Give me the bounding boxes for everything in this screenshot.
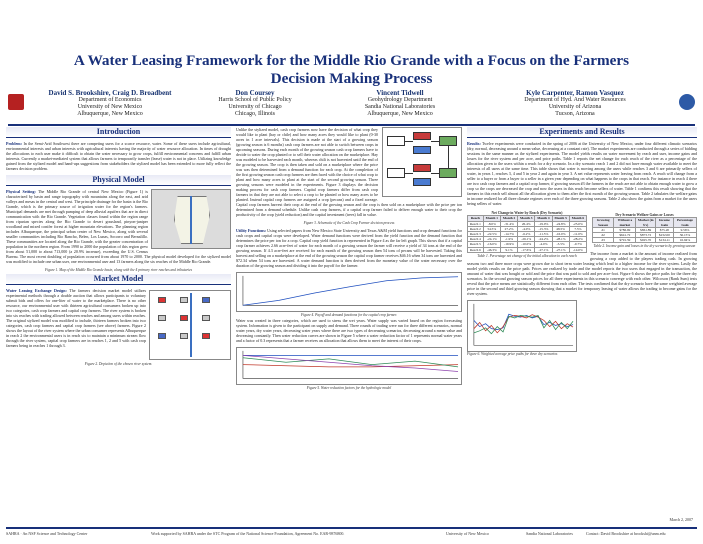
figure-4-payoff-charts bbox=[236, 272, 462, 312]
table-cell: Reach 1 bbox=[468, 221, 484, 226]
table-cell: -14.7% bbox=[500, 232, 517, 237]
table-cell: $134.11 bbox=[655, 238, 673, 243]
author-1 bbox=[30, 90, 190, 118]
chart-axis bbox=[243, 351, 458, 378]
table-cell: -16.0% bbox=[483, 242, 500, 247]
figure-3-caption: Figure 3. Schematic of the Cash Crop Farmer decision process bbox=[303, 221, 395, 225]
figure-2-caption: Figure 2. Depiction of the chosen river system. bbox=[84, 362, 153, 367]
schematic-box bbox=[387, 168, 405, 178]
network-node bbox=[158, 297, 166, 303]
middle-paragraph-1: Unlike the stylized model, cash crop farmers now have the decision of what crop they would like to plant (hay or chile) and how many acres they would like to plant (0-30 acres in 1 acre intervals). This decision is made at the start of a growing season (growing season is 6 months) cash crop farmers are not able to switch between crops in upcoming seasons. During each month of the growing season cash crop farmers have to decide to water the crop planted or to sell their water allocation on the marketplace. Hay was modeled to be harvested each month, whereas chili is not harvested until the end of the growing season. The crop is then taken and sold on a marketplace where the price was was then determined from a demand function for each crop. At the completion of the first growing season cash crop farmers are then faced with the choice of what crop to plant and how many acres to plant at the start of the second growing season. Three growing seasons were modeled in the experiments. Figure 3 displays the decision making process for cash crop farmers. Capital crop farmers differ from cash crop farmers in that they are not able to select a crop to be planted or how many acres to be planted. Instead capital crop farmers are assigned a crop (pecans) and a fixed acreage. Capital crop farmers harvest their crop at the end of the growing season and the crop is then sold on a marketplace with the price per ton determined from a demand schedule. Unlike cash crop farmers, if a capital crop farmer failed to deliver enough water to their crop the productivity of the crop (yield reduction) and the capital investment (trees) fall in value. bbox=[236, 127, 462, 217]
table-cell: -15.3% bbox=[535, 226, 552, 231]
network-node bbox=[180, 297, 188, 303]
table-cell: -27.1% bbox=[535, 247, 552, 252]
network-node bbox=[158, 315, 166, 321]
table-row bbox=[593, 238, 697, 243]
table-cell: -24.2% bbox=[535, 237, 552, 242]
section-title-introduction: Introduction bbox=[6, 127, 231, 138]
reduction-chart bbox=[237, 348, 461, 384]
basin-map-shape bbox=[174, 196, 210, 244]
table-cell: 9.1% bbox=[500, 247, 517, 252]
table-cell: 36.15% bbox=[673, 233, 696, 238]
table-cell: Reach 5 bbox=[468, 242, 484, 247]
schematic-box bbox=[413, 146, 431, 154]
footer-sahra: SAHRA · An NSF Science and Technology Center bbox=[6, 531, 88, 536]
table-header-cell: Month 5 bbox=[552, 216, 569, 221]
schematic-box bbox=[413, 178, 431, 186]
table-cell: 48.5% bbox=[552, 226, 569, 231]
schematic-arrow bbox=[448, 146, 449, 168]
section-title-experiments: Experiments and Results bbox=[467, 127, 697, 138]
column-middle bbox=[236, 127, 462, 507]
author-name: Kyle Carpenter, Ramon Vasquez bbox=[526, 89, 624, 97]
rio-grande-line bbox=[190, 196, 192, 244]
results-paragraph-2: The income from a market is the amount of income realized from growing a crop added to the players trading cash. In growing seasons two and three more crops were grown due to short term water leasing which lead to a higher income for the river system. Lastly the model yields results on the price path. Prices are realized by trade and the model reports the two users that engaged in the transaction, the amount of water that was bought or sold and the price that was paid to sold and per acre-foot. Figure 6 shows the price paths for the three dry scenarios. In the second growing season prices for all three experiments in this scenario converge with each other. Wilcoxon (Rank Sum) tests reveal that the price means are statistically different from each other. The tests confirmed that the dry scenario have the same weighted average price in the second and third growing season showing that a market for temporary leasing of water allows the trading to become gains for the river system. bbox=[467, 250, 697, 296]
author-name: Don Coursey bbox=[235, 89, 275, 97]
series-line bbox=[243, 355, 458, 371]
market-lead: Water Leasing Exchange Design: bbox=[6, 288, 67, 294]
figure-5-caption: Figure 5. Water reduction factors for the hydrologic model bbox=[306, 385, 392, 390]
author-institution: Sandia National Laboratories bbox=[364, 104, 436, 110]
table-cell: $925.70 bbox=[636, 238, 655, 243]
table-cell: #1 bbox=[593, 227, 614, 232]
table-header-cell: Market (in $'s) bbox=[637, 218, 654, 227]
table-1 bbox=[467, 215, 587, 252]
figure-6-caption: Figure 6. Weighted average price paths for three dry scenarios bbox=[467, 351, 558, 356]
author-3 bbox=[330, 90, 470, 118]
author-city: Chicago, Illinois bbox=[235, 111, 275, 117]
results-text: Twelve experiments were conducted in the spring of 2006 at the University of New Mexico, under four different climatic scenarios (dry, normal, decreasing around a mean value, decreasing at a constant rate). The market experiments are conducted through a series of bidding sessions in the same manner as the stylized experiments. The model yields results on water movement by reach and user, income gains and losses for the river system and per acre, and price paths. Table 1 reports the net change for each reach of the river as a percentage of the allocation given to the users within a reach for a dry scenario. In a dry scenario reach 1 and 2 did not have enough water available to meet the interests of all users at the same time. This table shows that water is moving among the users while reaches 3 and 6 are primarily sellers of water, in years 1, reaches 3, 4 and 5 in year 2 and again in year 3. A net value represents water leaving from reach. A reach will change from a seller to a buyer or from a buyer to a seller in a given year depending on what happens to the crops in that reach. For instance in reach 4 there are two cash crop farmers and a capital crop farmer, if growing season #3 the farmers in the reach are not able to obtain enough water to grow a crop so the crops are decreased the crop and now the users in this reach become sellers of water. Table 1 confirms this result showing that the farmers in this reach sell almost all the allocation given to them after the first month of the growing season. Table 2 tabulates the welfare gains in income realized for all three climate regimes over each of the three growing seasons. Table 2 also show the gains from a market for the users being sellers of water. bbox=[467, 141, 697, 206]
table-cell: -8.0% bbox=[483, 221, 500, 226]
schematic-box bbox=[413, 164, 431, 172]
author-institution: University of Chicago bbox=[228, 104, 282, 110]
network-node bbox=[202, 315, 210, 321]
table-cell: -27.1% bbox=[552, 247, 569, 252]
table-2-block bbox=[592, 212, 697, 249]
physical-text: The Middle Rio Grande of central New Mexico (Figure 1) is characterized by basin and range topography with mountains along the east, and arid valleys and mesas in the central and west. The principle drainage for the basin is the Rio Grande, which is the primary source of irrigation water for the region's farmers. Municipal demands are met through pumping of deep alluvial aquifers that are in direct communication with the Rio Grande. Vegetation classes found within the region range from riparian species along the Rio Grande to desert grassland, pinyon-juniper woodland and mixed conifer forest at higher mountain elevations. The planning region includes Albuquerque, the principal urban center of New Mexico, along with several smaller communities including Rio Rancho, Belen, Los Lunas, Socorro and Bernalillo. These communities are located along the Rio Grande, with the greater concentration of population in the northern region. From 1990 to 2000 the population of this region grew from about 51,000 to about 713,000 (a 20.9% increase), exceeding the U.S. Census Bureau. The most recent doubling of population occurred from about 1970 to 2000. The physical model developed for the stylized model was modified to include one urban user, one environmental user and 13 farmers along the six reaches of the Middle Rio Grande. bbox=[6, 189, 231, 264]
table-2-caption: Table 2. Income gain and losses in the dry scenario by growing season bbox=[593, 244, 696, 249]
table-cell: $791.59 bbox=[614, 238, 636, 243]
table-header-cell: Month 2 bbox=[500, 216, 517, 221]
results-paragraph bbox=[467, 141, 697, 206]
table-cell: #2 bbox=[593, 233, 614, 238]
table-header-cell: Month 3 bbox=[518, 216, 535, 221]
table-header-cell: Income Gain bbox=[655, 218, 673, 227]
table-row bbox=[468, 247, 587, 252]
author-affiliation: Department of Hyd. And Water Resources bbox=[524, 97, 626, 103]
table-cell: -1.9% bbox=[500, 237, 517, 242]
table-cell: 16.94% bbox=[673, 238, 696, 243]
water-paragraph: Water was created in three categories, which are used to stress the wet years. Water supply was varied based on the region forecasting system. Information is given to the participant on supply and demand. Three rounds of trading were run for three different scenarios, normal water years, dry water years, decreasing water years where there are two types of decreasing scenarios, decreasing around a mean value and decreasing constantly. Then water reduction curves are shown in Figure 5 where a water reduction factor of 1 represents normal water years and a factor of 0.3 represents that a farmer receives an allocation that allows them to meet the interest of their crops. bbox=[236, 317, 462, 343]
series-line bbox=[474, 314, 573, 329]
network-node bbox=[202, 333, 210, 339]
column-right bbox=[467, 127, 697, 507]
table-cell: -6.2% bbox=[518, 232, 535, 237]
figure-1-map bbox=[151, 189, 231, 249]
author-city: Albuquerque, New Mexico bbox=[367, 111, 433, 117]
schematic-box bbox=[413, 132, 431, 140]
table-cell: #3 bbox=[593, 238, 614, 243]
table-2 bbox=[592, 217, 697, 243]
table-cell: -24.8% bbox=[552, 221, 569, 226]
table-cell: $641.72 bbox=[614, 233, 636, 238]
yield-chart bbox=[237, 273, 461, 311]
table-cell: $873.72 bbox=[636, 233, 655, 238]
table-header-cell: Month 6 bbox=[569, 216, 586, 221]
table-cell: -4.0% bbox=[535, 242, 552, 247]
header-rule bbox=[8, 124, 695, 126]
table-cell: $232.00 bbox=[655, 233, 673, 238]
figure-5-reduction-chart bbox=[236, 347, 462, 385]
table-cell: -25.0% bbox=[569, 221, 586, 226]
figure-4-caption: Figure 4. Payoff and demand functions for the capital crop farmer. bbox=[301, 313, 397, 318]
figure-3-schematic bbox=[382, 127, 462, 197]
table-cell: -28.2% bbox=[569, 237, 586, 242]
network-node bbox=[158, 333, 166, 339]
table-cell: Reach 3 bbox=[468, 232, 484, 237]
table-cell: $861.89 bbox=[636, 227, 655, 232]
table-cell: -14.0% bbox=[569, 247, 586, 252]
table-cell: -17.6% bbox=[518, 247, 535, 252]
market-text: The farmers decision market model utilizes experimental methods through a double auction that allows participants to voluntary submit bids and offers for one-liter of water to the marketplace. There is no other resource, our environmental user with thirteen agricultural consumers broken up into two categories, cash crop farmers and capital crop farmers. The river system is broken into six reaches with trading allowed between reaches and among users within reaches. The original stylized model was modified to include, thirteen farmers broken into two categories, cash crop farmers and capital crop farmers (see above) farmers. Figure 2 shows the layout of the river system where the urban consumer represents Albuquerque in reach 2 the environmental users is in reach six to maintain a minimum stream flow through the river system, capital crop farmers are in reaches 1, 2 and 5 with cash crop farmers being in reaches 1 through 3. bbox=[6, 288, 146, 349]
figure-1-caption: Figure 1. Map of the Middle Rio Grande basin, along with the 4 primary river reaches and tributaries bbox=[45, 268, 192, 272]
table-cell: -46.3% bbox=[483, 247, 500, 252]
footer-funding: Work supported by SAHRA under the STC Program of the National Science Foundation, Agreement No. EAR-9876800. bbox=[151, 531, 345, 536]
table-1-title: Net Change in Water by Reach (Dry Scenario) bbox=[491, 211, 563, 215]
schematic-arrow bbox=[431, 173, 439, 174]
table-header-cell: Growing Season bbox=[593, 218, 614, 227]
utility-lead: Utility Functions: bbox=[236, 228, 267, 234]
table-header-cell: Reach bbox=[468, 216, 484, 221]
table-cell: -0.7% bbox=[569, 242, 586, 247]
table-cell: -26.1% bbox=[518, 237, 535, 242]
author-name: David S. Brookshire, Craig D. Broadbent bbox=[48, 89, 172, 97]
intro-paragraph bbox=[6, 141, 231, 171]
footer-contact: Contact: David Brookshire at brookshi@unm.edu bbox=[586, 531, 666, 536]
intro-lead: Problem: bbox=[6, 141, 22, 146]
author-4 bbox=[490, 90, 660, 118]
author-affiliation: Department of Economics bbox=[78, 97, 142, 103]
intro-text: In the Semi-Arid Southwest there are competing users for a scarce resource, water. Some of these users include agricultural, environmental interests and urban interests with agricultural interests having the majority of water resource allocation. In times of drought the allocations to each user make it difficult to obtain the water necessary to grow crops, fulfill environmental concerns and fulfill urban interests. Currently a market-mediated system that allows farmers to temporarily transfer (lease) water is not in place. Utilizing knowledge gained from the stylized model and hand-ups suggestions from stakeholders the stylized model has been extended to more fully reflect the farmers decision problem. bbox=[6, 141, 231, 171]
series-line bbox=[474, 314, 573, 332]
table-cell: -24.1% bbox=[483, 237, 500, 242]
figure-6-price-chart bbox=[467, 300, 577, 352]
utility-paragraph bbox=[236, 228, 462, 268]
schematic-arrow bbox=[405, 173, 413, 174]
author-city: Albuquerque, New Mexico bbox=[77, 111, 143, 117]
schematic-box bbox=[387, 136, 405, 146]
table-cell: 27.2% bbox=[500, 226, 517, 231]
table-cell: -28.1% bbox=[552, 237, 569, 242]
table-cell: -31.4% bbox=[500, 221, 517, 226]
footer bbox=[6, 527, 697, 539]
title-line-2: Decision Making Process bbox=[270, 70, 433, 87]
network-node bbox=[180, 315, 188, 321]
table-cell: $786.69 bbox=[614, 227, 636, 232]
table-cell: -16.0% bbox=[552, 232, 569, 237]
table-header-cell: Without a market bbox=[614, 218, 636, 227]
section-title-market-model: Market Model bbox=[6, 274, 231, 285]
poster-title bbox=[20, 52, 683, 88]
footer-sandia: Sandia National Laboratories bbox=[526, 531, 573, 536]
section-title-physical-model: Physical Model bbox=[6, 175, 231, 186]
series-line bbox=[243, 277, 458, 306]
table-cell: 7.5% bbox=[569, 226, 586, 231]
network-node bbox=[180, 333, 188, 339]
utility-text: Using selected papers from New Mexico State University and Texas A&M yield functions and crop demand functions for cash crops and capital crops were developed. Water demand functions were derived from the yield function and the demand function that determines the price per ton for a crop. Capital crop yield function is represented in Figure 4 as the far left graph. This shows that if a capital crop farmer achieves 2.66 acre-feet of water for each month of a growing season the farmer will receive a yield of 34 tons at the end of the growing season. If 4.3 acre-feet are received for each month of the growing season then 54 tons of pecans will be harvested. Taking this harvest and selling on a marketplace at the end of the growing season the capital crop farmer receives $46.16 when 34 tons are harvested and $72.34 when 54 tons are harvested. A water demand function is then derived from the monetary value of the water necessary over the duration of the growing season and dividing it into the payoff for the farmer. bbox=[236, 228, 462, 269]
table-header-cell: Month 1 bbox=[483, 216, 500, 221]
schematic-box bbox=[439, 168, 457, 178]
schematic-arrow bbox=[431, 141, 439, 142]
table-1-caption: Table 1. Percentage net change of the initial allocation to each reach bbox=[477, 253, 577, 258]
author-institution: University of Arizona bbox=[548, 104, 602, 110]
network-node bbox=[202, 297, 210, 303]
date-stamp: March 2, 2007 bbox=[669, 517, 693, 522]
table-cell: -4.0% bbox=[518, 226, 535, 231]
author-institution: University of New Mexico bbox=[77, 104, 143, 110]
title-line-1: A Water Leasing Framework for the Middle Rio Grande with a Focus on the Farmers bbox=[73, 52, 630, 69]
table-cell: Reach 2 bbox=[468, 226, 484, 231]
table-cell: -3.5% bbox=[552, 242, 569, 247]
table-cell: $75.20 bbox=[655, 227, 673, 232]
table-cell: 9.56% bbox=[673, 227, 696, 232]
table-2-title: Dry Scenario Welfare Gains or Losses bbox=[615, 213, 674, 217]
results-lead: Results: bbox=[467, 141, 481, 146]
schematic-arrow bbox=[405, 141, 413, 142]
author-affiliation: Geohydrology Department bbox=[367, 97, 433, 103]
table-cell: Reach 6 bbox=[468, 247, 484, 252]
table-header-cell: Percentage Gain bbox=[673, 218, 696, 227]
table-cell: -19.0% bbox=[535, 221, 552, 226]
table-cell: -11.0% bbox=[569, 232, 586, 237]
table-cell: -11.5% bbox=[535, 232, 552, 237]
river-line bbox=[190, 293, 192, 357]
footer-unm: University of New Mexico bbox=[446, 531, 489, 536]
figure-2-river-network bbox=[149, 290, 231, 360]
column-left bbox=[6, 127, 231, 507]
table-cell: -10.0% bbox=[518, 242, 535, 247]
table-cell: 26.4% bbox=[518, 221, 535, 226]
table-1-block bbox=[467, 210, 587, 258]
series-line bbox=[243, 364, 458, 366]
author-2 bbox=[190, 90, 320, 118]
physical-lead: Physical Setting: bbox=[6, 189, 36, 194]
table-cell: -19.9% bbox=[500, 242, 517, 247]
author-name: Vincent Tidwell bbox=[376, 89, 424, 97]
author-block bbox=[0, 90, 703, 128]
author-affiliation: Harris School of Public Policy bbox=[218, 97, 292, 103]
schematic-box bbox=[439, 136, 457, 146]
author-city: Tucson, Arizona bbox=[555, 111, 595, 117]
table-header-cell: Month 4 bbox=[535, 216, 552, 221]
table-cell: -22.5% bbox=[483, 232, 500, 237]
price-path-chart bbox=[468, 301, 576, 351]
table-cell: 54.5% bbox=[483, 226, 500, 231]
table-cell: Reach 4 bbox=[468, 237, 484, 242]
